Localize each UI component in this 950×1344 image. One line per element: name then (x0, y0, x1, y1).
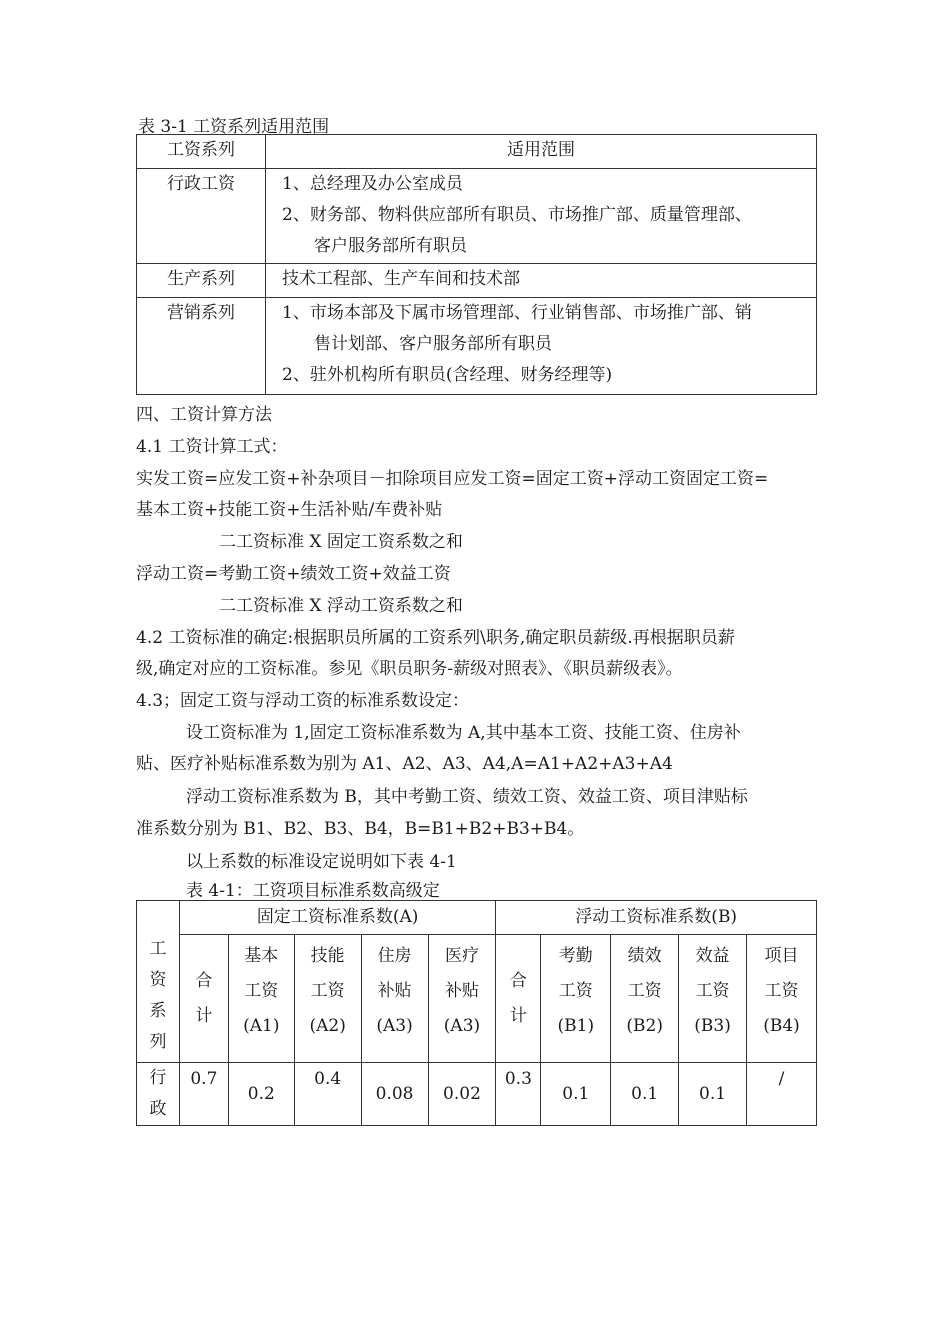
col-header: 医疗 补贴 (A3) (428, 935, 496, 1063)
paragraph-line: 浮动工资标准系数为 B，其中考勤工资、绩效工资、效益工资、项目津贴标 (186, 787, 748, 807)
formula-line: 二工资标准 X 浮动工资系数之和 (219, 596, 463, 616)
series-cell: 行政工资 (137, 169, 266, 264)
formula-line: 实发工资=应发工资+补杂项目－扣除项目应发工资=固定工资+浮动工资固定工资= (136, 469, 769, 489)
fixed-group-header: 固定工资标准系数(A) (179, 901, 496, 935)
header-scope: 适用范围 (266, 135, 817, 169)
table-row (137, 298, 817, 395)
value-cell: 0.1 (541, 1063, 611, 1126)
value-cell: / (747, 1063, 817, 1126)
value-cell: 0.08 (361, 1063, 428, 1126)
column-header-row (137, 935, 817, 1063)
subsection-4-3: 4.3；固定工资与浮动工资的标准系数设定： (136, 691, 470, 711)
value-cell: 0.1 (611, 1063, 679, 1126)
value-cell: 0.1 (679, 1063, 747, 1126)
value-cell: 0.4 (294, 1063, 361, 1126)
table1-caption: 表 3-1 工资系列适用范围 (138, 117, 330, 137)
paragraph-line: 设工资标准为 1,固定工资标准系数为 A,其中基本工资、技能工资、住房补 (186, 723, 741, 743)
series-cell: 行 政 (137, 1063, 180, 1126)
col-header: 绩效 工资 (B2) (611, 935, 679, 1063)
float-group-header: 浮动工资标准系数(B) (496, 901, 817, 935)
salary-series-scope-table (136, 134, 817, 395)
value-cell: 0.02 (428, 1063, 496, 1126)
paragraph-line: 以上系数的标准设定说明如下表 4-1 (186, 852, 457, 872)
paragraph-line: 准系数分别为 B1、B2、B3、B4，B=B1+B2+B3+B4。 (136, 819, 585, 839)
value-cell: 0.7 (179, 1063, 228, 1126)
subsection-4-2: 4.2 工资标准的确定:根据职员所属的工资系列\职务,确定职员薪级.再根据职员薪 (136, 628, 735, 648)
col-header: 考勤 工资 (B1) (541, 935, 611, 1063)
col-header: 技能 工资 (A2) (294, 935, 361, 1063)
table-header-row (137, 135, 817, 169)
table-row (137, 264, 817, 298)
subsection-4-1: 4.1 工资计算工式： (136, 437, 288, 457)
group-header-row (137, 901, 817, 935)
formula-line: 浮动工资=考勤工资+绩效工资+效益工资 (136, 564, 451, 584)
table2-caption: 表 4-1：工资项目标准系数高级定 (186, 881, 440, 901)
col-header: 合 计 (179, 935, 228, 1063)
table-row (137, 169, 817, 264)
salary-coefficient-table (136, 900, 817, 1126)
paragraph-line: 贴、医疗补贴标准系数为别为 A1、A2、A3、A4,A=A1+A2+A3+A4 (136, 754, 673, 774)
col-header: 合 计 (496, 935, 541, 1063)
table-row (137, 1063, 817, 1126)
value-cell: 0.3 (496, 1063, 541, 1126)
scope-cell: 1、总经理及办公室成员 2、财务部、物料供应部所有职员、市场推广部、质量管理部、 客户服务部所有职员 (266, 169, 817, 264)
col-header: 效益 工资 (B3) (679, 935, 747, 1063)
value-cell: 0.2 (228, 1063, 294, 1126)
header-series: 工资系列 (137, 135, 266, 169)
col-header: 基本 工资 (A1) (228, 935, 294, 1063)
rowhead-cell: 工 资 系 列 (137, 901, 180, 1063)
section-title: 四、工资计算方法 (136, 405, 272, 425)
formula-line: 二工资标准 X 固定工资系数之和 (219, 532, 463, 552)
series-cell: 营销系列 (137, 298, 266, 395)
paragraph-line: 级,确定对应的工资标准。参见《职员职务-薪级对照表》、《职员薪级表》。 (136, 659, 683, 679)
series-cell: 生产系列 (137, 264, 266, 298)
col-header: 住房 补贴 (A3) (361, 935, 428, 1063)
scope-cell: 1、市场本部及下属市场管理部、行业销售部、市场推广部、销 售计划部、客户服务部所有职员 2、驻外机构所有职员(含经理、财务经理等) (266, 298, 817, 395)
formula-line: 基本工资+技能工资+生活补贴/车费补贴 (136, 500, 443, 520)
scope-cell: 技术工程部、生产车间和技术部 (266, 264, 817, 298)
col-header: 项目 工资 (B4) (747, 935, 817, 1063)
